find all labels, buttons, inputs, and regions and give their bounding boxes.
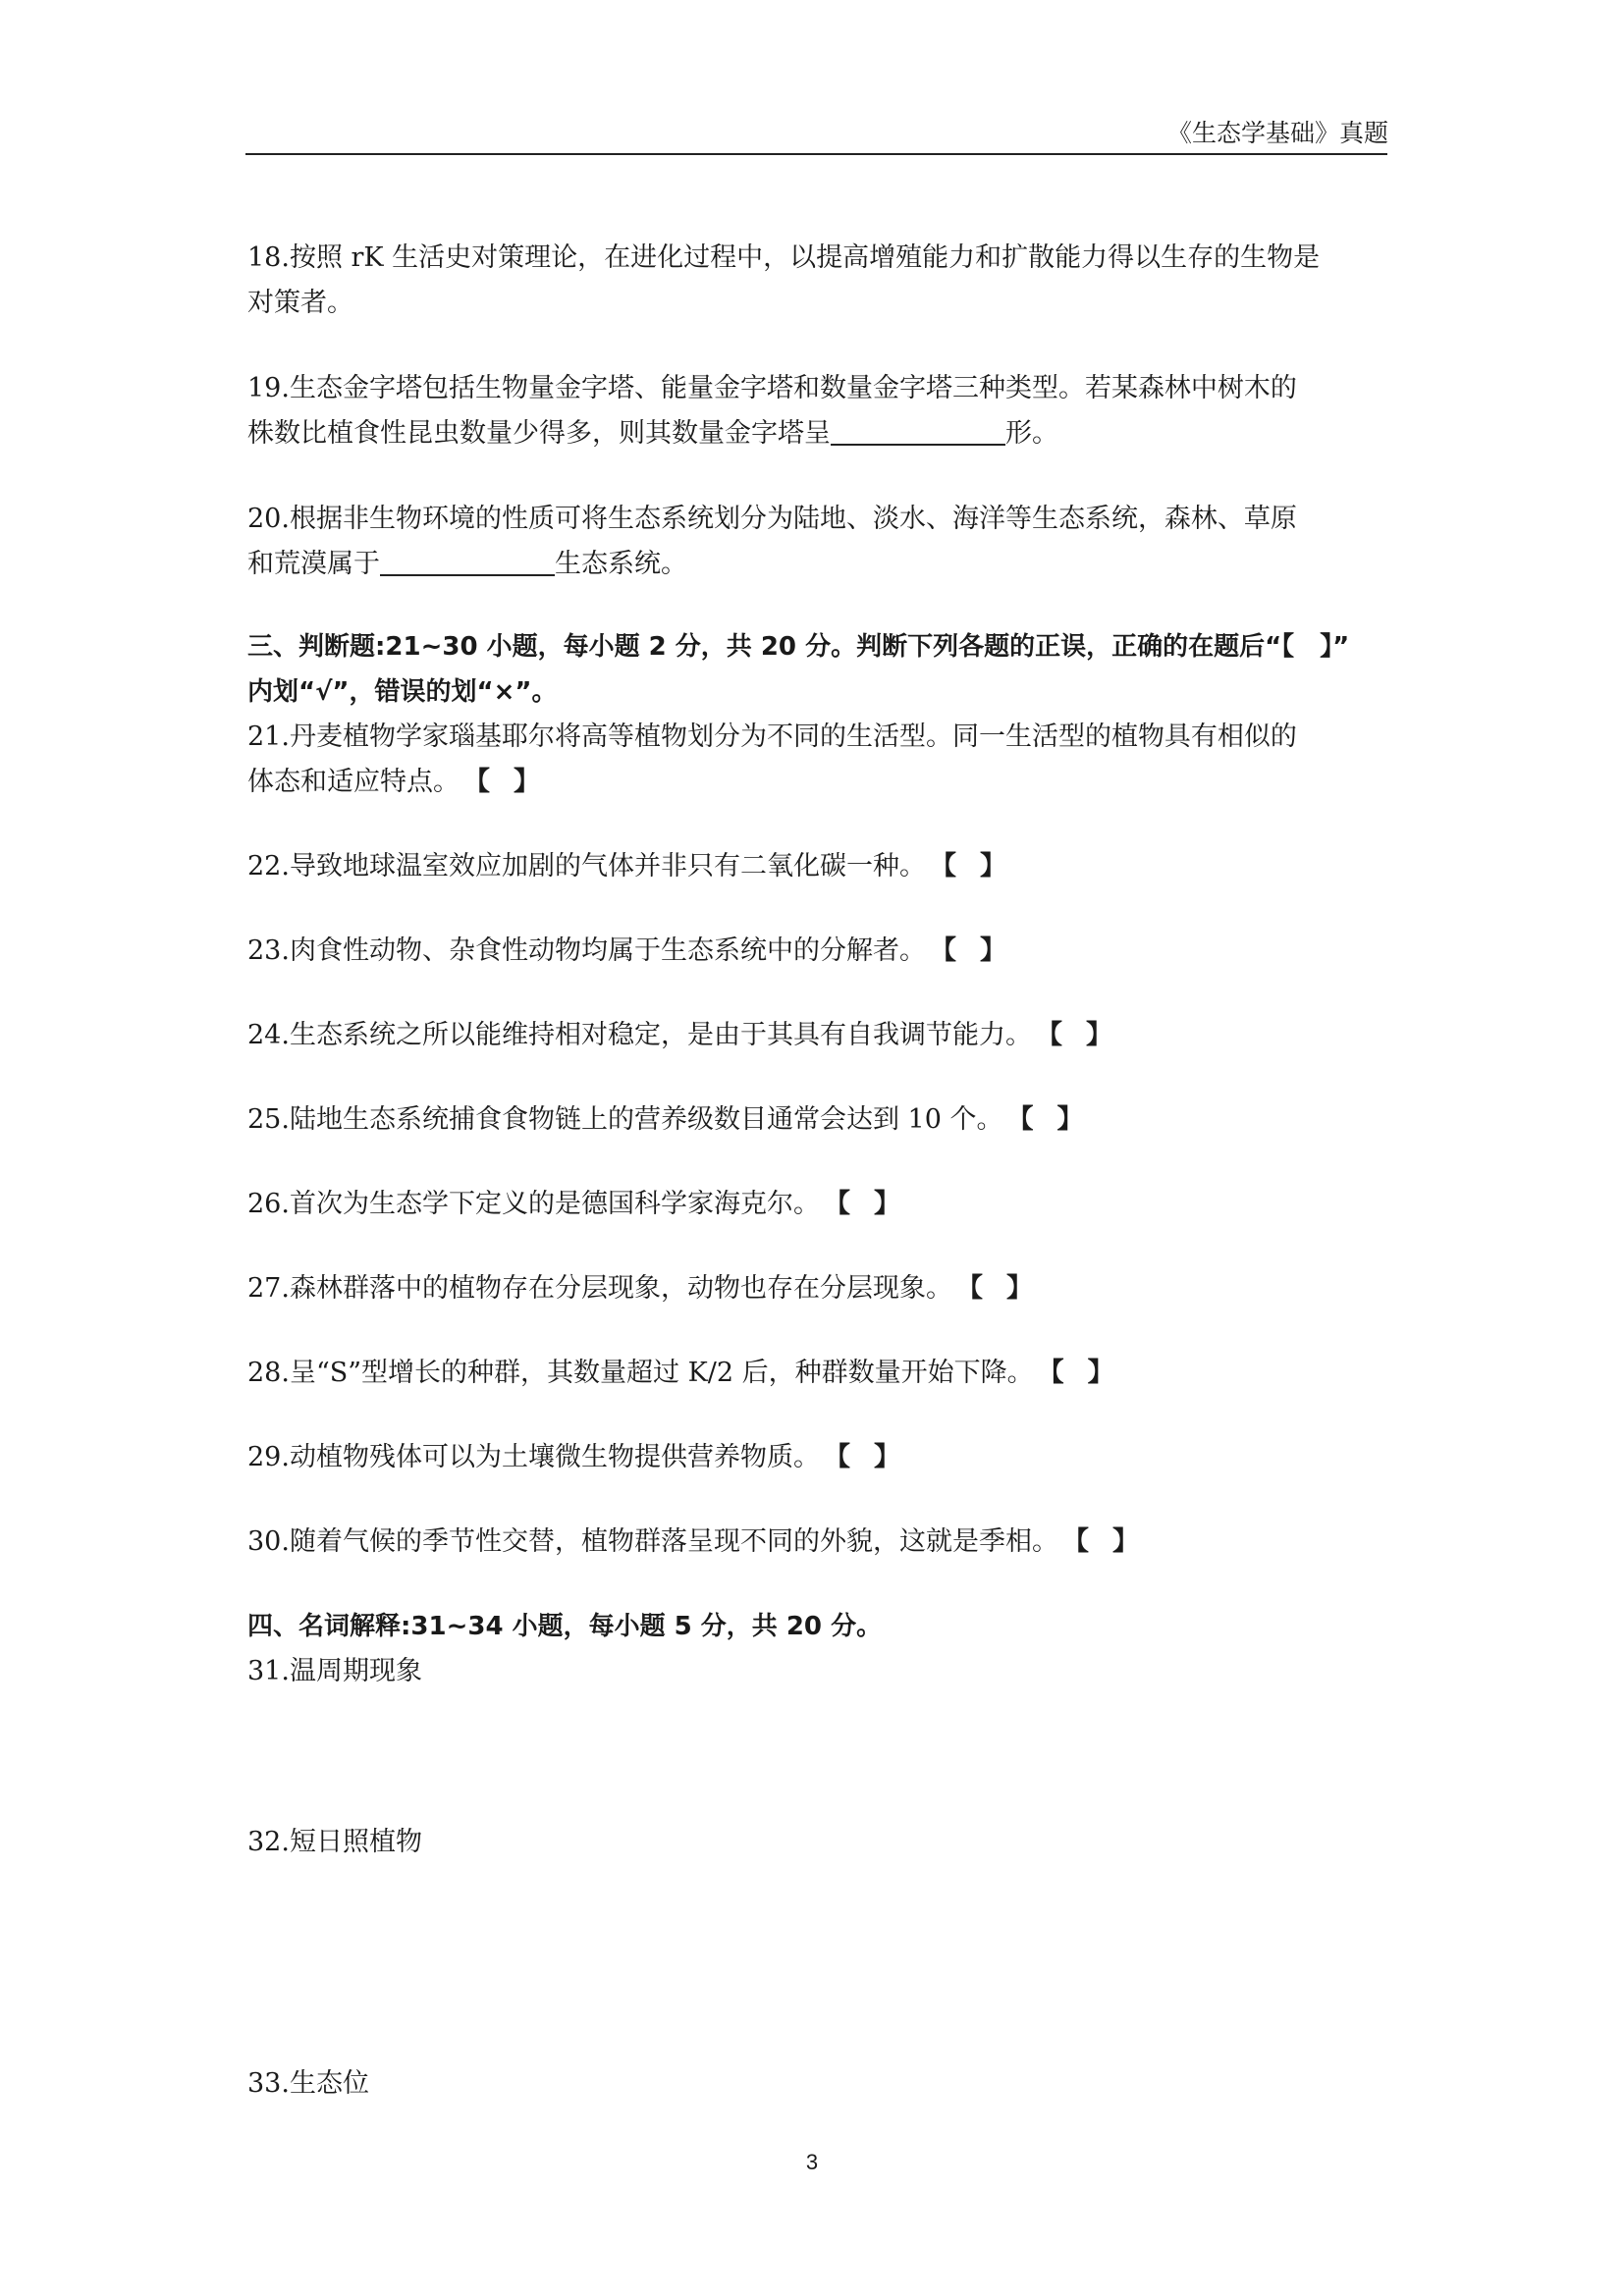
question-21 — [247, 715, 1386, 805]
question-20-text-after-blank: 生态系统。 — [555, 549, 687, 579]
page-number: 3 — [805, 2150, 819, 2174]
bracket-open: 【 — [929, 935, 980, 966]
judgement-question-22 — [247, 844, 1386, 889]
bracket-open: 【 — [1037, 1358, 1088, 1388]
question-19-line-2 — [247, 411, 1386, 456]
question-21-line-2 — [247, 760, 1386, 805]
bracket-open: 【 — [929, 851, 980, 881]
judgement-question-text: 24.生态系统之所以能维持相对稳定，是由于其具有自我调节能力。 — [247, 1020, 1032, 1050]
answer-bracket-29[interactable] — [824, 1435, 900, 1480]
bracket-close: 】 — [1085, 1020, 1112, 1050]
bracket-open: 【 — [463, 767, 514, 797]
judgement-question-text: 22.导致地球温室效应加剧的气体并非只有二氧化碳一种。 — [247, 851, 926, 881]
judgement-question-text: 23.肉食性动物、杂食性动物均属于生态系统中的分解者。 — [247, 935, 926, 966]
question-20-line-1: 20.根据非生物环境的性质可将生态系统划分为陆地、淡水、海洋等生态系统，森林、草原 — [247, 504, 1297, 534]
judgement-question-26 — [247, 1182, 1386, 1227]
question-20-text-before-blank: 和荒漠属于 — [247, 549, 380, 579]
judgement-question-23 — [247, 929, 1386, 974]
question-19-text-before-blank: 株数比植食性昆虫数量少得多，则其数量金字塔呈 — [247, 418, 831, 449]
bracket-close: 】 — [979, 935, 1006, 966]
term-question-31: 31.温周期现象 — [247, 1656, 422, 1686]
question-21-line-1: 21.丹麦植物学家瑙基耶尔将高等植物划分为不同的生活型。同一生活型的植物具有相似的 — [247, 721, 1297, 752]
question-21-text: 体态和适应特点。 — [247, 767, 460, 797]
section-3-heading-line-2: 内划“√”，错误的划“×”。 — [247, 677, 558, 707]
answer-bracket-30[interactable] — [1062, 1520, 1139, 1565]
judgement-question-text: 29.动植物残体可以为土壤微生物提供营养物质。 — [247, 1442, 820, 1472]
judgement-question-25 — [247, 1097, 1386, 1143]
question-20 — [247, 497, 1386, 587]
question-19-line-1: 19.生态金字塔包括生物量金字塔、能量金字塔和数量金字塔三种类型。若某森林中树木的 — [247, 373, 1297, 403]
bracket-close: 】 — [1005, 1273, 1033, 1304]
bracket-open: 【 — [1035, 1020, 1086, 1050]
judgement-question-text: 27.森林群落中的植物存在分层现象，动物也存在分层现象。 — [247, 1273, 952, 1304]
page-content — [247, 236, 1386, 2107]
question-18 — [247, 236, 1386, 326]
judgement-question-24 — [247, 1013, 1386, 1058]
bracket-close: 】 — [873, 1442, 900, 1472]
bracket-open: 【 — [823, 1189, 874, 1219]
answer-bracket-28[interactable] — [1038, 1351, 1114, 1396]
question-19-text-after-blank: 形。 — [1005, 418, 1058, 449]
bracket-close: 】 — [1087, 1358, 1114, 1388]
bracket-open: 【 — [1061, 1526, 1112, 1557]
judgement-question-29 — [247, 1435, 1386, 1480]
judgement-question-text: 30.随着气候的季节性交替，植物群落呈现不同的外貌，这就是季相。 — [247, 1526, 1058, 1557]
question-20-line-2 — [247, 542, 1386, 587]
answer-bracket-24[interactable] — [1036, 1013, 1112, 1058]
judgement-question-30 — [247, 1520, 1386, 1565]
bracket-open: 【 — [1006, 1104, 1057, 1135]
answer-bracket-25[interactable] — [1006, 1097, 1083, 1143]
term-question-33: 33.生态位 — [247, 2068, 369, 2099]
answer-bracket-21[interactable] — [463, 760, 540, 805]
judgement-question-27 — [247, 1266, 1386, 1311]
bracket-open: 【 — [955, 1273, 1006, 1304]
bracket-close: 】 — [979, 851, 1006, 881]
bracket-close: 】 — [1056, 1104, 1084, 1135]
judgement-question-text: 28.呈“S”型增长的种群，其数量超过 K/2 后，种群数量开始下降。 — [247, 1358, 1034, 1388]
header-rule — [245, 153, 1387, 155]
question-19 — [247, 366, 1386, 456]
section-4-heading: 四、名词解释:31~34 小题，每小题 5 分，共 20 分。 — [247, 1612, 883, 1641]
section-3-heading-line-1: 三、判断题:21~30 小题，每小题 2 分，共 20 分。判断下列各题的正误，正确的在题后“【 】” — [247, 632, 1350, 662]
judgement-question-text: 25.陆地生态系统捕食食物链上的营养级数目通常会达到 10 个。 — [247, 1104, 1003, 1135]
bracket-close: 】 — [873, 1189, 900, 1219]
answer-bracket-26[interactable] — [824, 1182, 900, 1227]
answer-bracket-22[interactable] — [930, 844, 1006, 889]
answer-blank-20[interactable] — [380, 545, 555, 576]
judgement-question-28 — [247, 1351, 1386, 1396]
judgement-question-text: 26.首次为生态学下定义的是德国科学家海克尔。 — [247, 1189, 820, 1219]
bracket-open: 【 — [823, 1442, 874, 1472]
term-question-32: 32.短日照植物 — [247, 1827, 422, 1857]
page-header-title: 《生态学基础》真题 — [1166, 119, 1388, 147]
bracket-close: 】 — [514, 767, 540, 797]
question-18-line-1: 18.按照 rK 生活史对策理论，在进化过程中，以提高增殖能力和扩散能力得以生存的生物是 — [247, 242, 1321, 273]
question-18-line-2: 对策者。 — [247, 288, 353, 318]
bracket-close: 】 — [1111, 1526, 1139, 1557]
answer-bracket-27[interactable] — [956, 1266, 1033, 1311]
answer-blank-19[interactable] — [831, 414, 1005, 446]
answer-bracket-23[interactable] — [930, 929, 1006, 974]
